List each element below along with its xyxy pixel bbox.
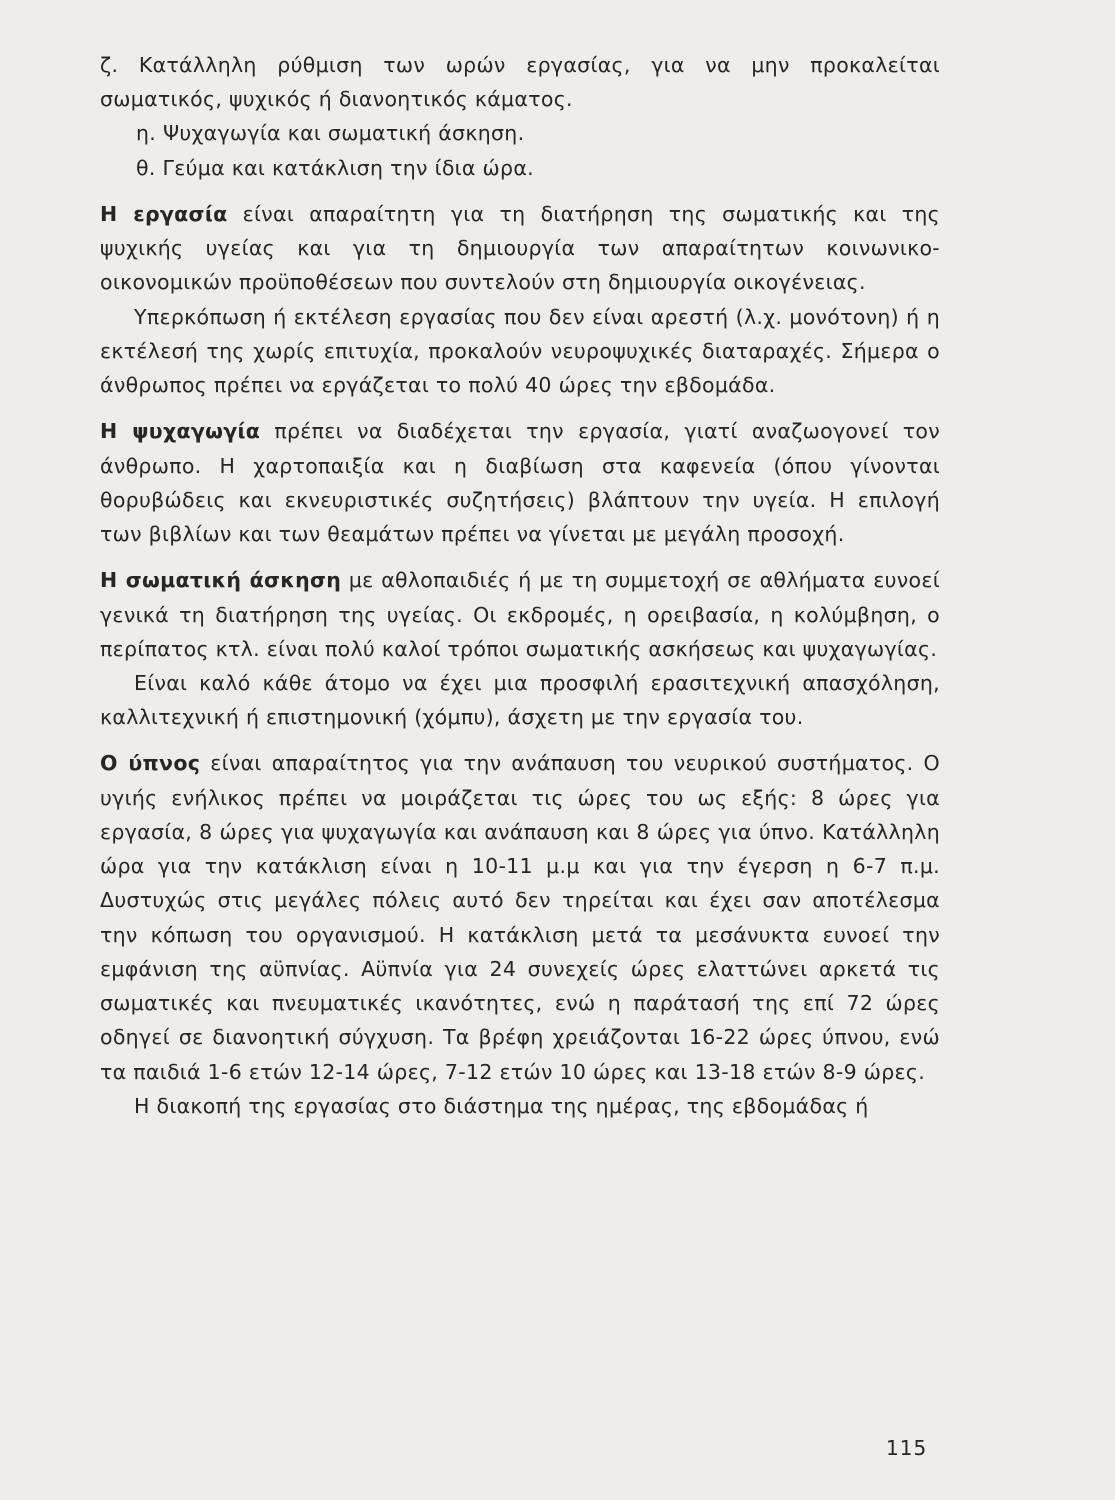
paragraph-lead: Η σωματική άσκηση [100, 568, 342, 593]
paragraph-exercise [100, 563, 940, 666]
paragraph-overwork [100, 300, 940, 403]
paragraph-text: είναι απαραίτητη για τη διατήρηση της σωματικής και της ψυχικής υγείας και για τη δημιουργία των απαραίτητων κοινωνικο-οικονομικών προϋποθέσεων που συντελούν στη δημιουργία οικογένειας. [100, 201, 940, 295]
list-text: Ψυχαγωγία και σωματική άσκηση. [162, 121, 525, 146]
list-item-eta [100, 116, 940, 150]
paragraph-sleep [100, 746, 940, 1088]
list-item-zeta [100, 48, 940, 116]
paragraph-lead: Η ψυχαγωγία [100, 419, 261, 444]
list-text: Γεύμα και κατάκλιση την ίδια ώρα. [162, 155, 534, 180]
paragraph-text: πρέπει να διαδέχεται την εργασία, γιατί αναζωογονεί τον άνθρωπο. Η χαρτοπαιξία και η διαβίωση στα καφενεία (όπου γίνονται θορυβώδεις και εκνευριστικές συζητήσεις) βλάπτουν την υγεία. Η επιλογή των βιβλίων και των θεαμάτων πρέπει να γίνεται με μεγάλη προσοχή. [100, 419, 940, 547]
list-label: θ. [136, 155, 156, 180]
paragraph-break [100, 1089, 940, 1123]
paragraph-text: με αθλοπαιδιές ή με τη συμμετοχή σε αθλήματα ευνοεί γενικά τη διατήρηση της υγείας. Οι εκδρομές, η ορειβασία, η κολύμβηση, ο περίπατος κτλ. είναι πολύ καλοί τρόποι σωματικής ασκήσεως και ψυχαγωγίας. [100, 568, 940, 661]
text-block [100, 48, 940, 1123]
paragraph-lead: Ο ύπνος [100, 751, 201, 776]
paragraph-work [100, 197, 940, 300]
page-number: 115 [886, 1436, 928, 1460]
paragraph-hobby [100, 666, 940, 734]
paragraph-lead: Η εργασία [100, 201, 228, 226]
list-item-theta [100, 151, 940, 185]
paragraph-recreation [100, 414, 940, 551]
list-label: ζ. [100, 53, 119, 77]
paragraph-text: Η διακοπή της εργασίας στο διάστημα της ημέρας, της εβδομάδας ή [134, 1093, 869, 1118]
paragraph-text: είναι απαραίτητος για την ανάπαυση του νευρικού συστήματος. Ο υγιής ενήλικος πρέπει να μοιράζεται τις ώρες του ως εξής: 8 ώρες για εργασία, 8 ώρες για ψυχαγωγία και ανάπαυση και 8 ώρες για ύπνο. Κατάλληλη ώρα για την κατάκλιση είναι η 10-11 μ.μ και για την έγερση η 6-7 π.μ. Δυστυχώς στις μεγάλες πόλεις αυτό δεν τηρείται και έχει σαν αποτέλεσμα την κόπωση του οργανισμού. Η κατάκλιση μετά τα μεσάνυκτα ευνοεί την εμφάνιση της αϋπνίας. Αϋπνία για 24 συνεχείς ώρες ελαττώνει αρκετά τις σωματικές και πνευματικές ικανότητες, ενώ η παράτασή της επί 72 ώρες οδηγεί σε διανοητική σύγχυση. Τα βρέφη χρειάζονται 16-22 ώρες ύπνου, ενώ τα παιδιά 1-6 ετών 12-14 ώρες, 7-12 ετών 10 ώρες και 13-18 ετών 8-9 ώρες. [100, 751, 940, 1084]
list-label: η. [136, 121, 157, 146]
list-text: Κατάλληλη ρύθμιση των ωρών εργασίας, για να μην προκαλείται σωματικός, ψυχικός ή διανοητικός κάματος. [100, 53, 940, 112]
paragraph-text: Είναι καλό κάθε άτομο να έχει μια προσφιλή ερασιτεχνική απασχόληση, καλλιτεχνική ή επιστημονική (χόμπυ), άσχετη με την εργασία του. [100, 670, 940, 730]
paragraph-text: Υπερκόπωση ή εκτέλεση εργασίας που δεν είναι αρεστή (λ.χ. μονότονη) ή η εκτέλεσή της χωρίς επιτυχία, προκαλούν νευροψυχικές διαταραχές. Σήμερα ο άνθρωπος πρέπει να εργάζεται το πολύ 40 ώρες την εβδομάδα. [100, 304, 940, 398]
